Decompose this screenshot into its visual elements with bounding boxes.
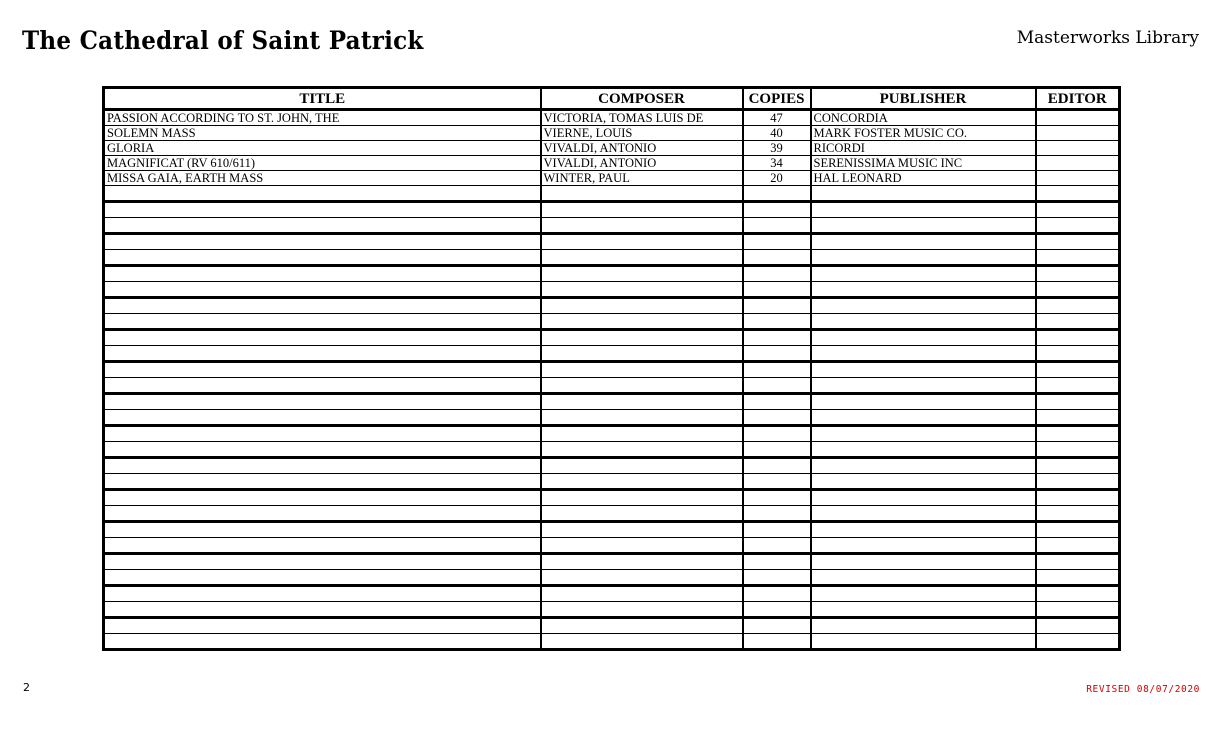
empty-cell-editor: [1036, 202, 1120, 218]
cell-composer: VICTORIA, TOMAS LUIS DE: [541, 110, 743, 126]
empty-cell-composer: [541, 618, 743, 634]
empty-cell-composer: [541, 218, 743, 234]
empty-cell-title: [104, 266, 541, 282]
empty-cell-composer: [541, 186, 743, 202]
empty-cell-editor: [1036, 250, 1120, 266]
cell-composer: WINTER, PAUL: [541, 171, 743, 186]
empty-cell-publisher: [811, 426, 1036, 442]
cell-publisher: HAL LEONARD: [811, 171, 1036, 186]
empty-cell-editor: [1036, 554, 1120, 570]
empty-cell-composer: [541, 458, 743, 474]
empty-cell-composer: [541, 442, 743, 458]
cell-editor: [1036, 171, 1120, 186]
empty-cell-publisher: [811, 218, 1036, 234]
empty-cell-composer: [541, 346, 743, 362]
empty-cell-publisher: [811, 394, 1036, 410]
empty-cell-publisher: [811, 458, 1036, 474]
empty-cell-composer: [541, 266, 743, 282]
empty-cell-title: [104, 298, 541, 314]
empty-cell-composer: [541, 298, 743, 314]
empty-cell-publisher: [811, 634, 1036, 650]
empty-table-row: [104, 490, 1120, 506]
column-header-title: TITLE: [104, 88, 541, 110]
empty-table-row: [104, 570, 1120, 586]
empty-table-row: [104, 458, 1120, 474]
cell-composer: VIERNE, LOUIS: [541, 126, 743, 141]
empty-cell-copies: [743, 538, 811, 554]
empty-cell-publisher: [811, 554, 1036, 570]
empty-cell-publisher: [811, 618, 1036, 634]
empty-cell-copies: [743, 522, 811, 538]
empty-cell-editor: [1036, 298, 1120, 314]
empty-cell-copies: [743, 570, 811, 586]
empty-cell-title: [104, 282, 541, 298]
empty-cell-publisher: [811, 522, 1036, 538]
empty-cell-editor: [1036, 618, 1120, 634]
empty-cell-editor: [1036, 218, 1120, 234]
empty-table-row: [104, 378, 1120, 394]
empty-cell-editor: [1036, 586, 1120, 602]
empty-cell-composer: [541, 202, 743, 218]
empty-cell-editor: [1036, 266, 1120, 282]
empty-table-row: [104, 234, 1120, 250]
empty-cell-publisher: [811, 314, 1036, 330]
empty-table-row: [104, 314, 1120, 330]
empty-cell-publisher: [811, 234, 1036, 250]
empty-cell-editor: [1036, 490, 1120, 506]
empty-table-row: [104, 362, 1120, 378]
cell-title: PASSION ACCORDING TO ST. JOHN, THE: [104, 110, 541, 126]
empty-table-row: [104, 538, 1120, 554]
empty-cell-copies: [743, 410, 811, 426]
empty-table-row: [104, 298, 1120, 314]
empty-cell-title: [104, 250, 541, 266]
empty-cell-publisher: [811, 506, 1036, 522]
empty-table-row: [104, 394, 1120, 410]
empty-table-row: [104, 250, 1120, 266]
empty-cell-copies: [743, 506, 811, 522]
cell-editor: [1036, 110, 1120, 126]
org-title: The Cathedral of Saint Patrick: [22, 26, 424, 55]
empty-cell-title: [104, 330, 541, 346]
cell-editor: [1036, 156, 1120, 171]
empty-cell-title: [104, 618, 541, 634]
empty-table-row: [104, 426, 1120, 442]
empty-cell-composer: [541, 394, 743, 410]
empty-table-row: [104, 618, 1120, 634]
empty-cell-copies: [743, 362, 811, 378]
empty-cell-composer: [541, 634, 743, 650]
empty-table-row: [104, 218, 1120, 234]
cell-publisher: MARK FOSTER MUSIC CO.: [811, 126, 1036, 141]
empty-cell-editor: [1036, 282, 1120, 298]
empty-cell-editor: [1036, 474, 1120, 490]
column-header-composer: COMPOSER: [541, 88, 743, 110]
empty-cell-publisher: [811, 186, 1036, 202]
empty-cell-composer: [541, 282, 743, 298]
empty-cell-title: [104, 586, 541, 602]
empty-cell-title: [104, 202, 541, 218]
empty-cell-composer: [541, 250, 743, 266]
table-header-row: [104, 88, 1120, 110]
column-header-editor: EDITOR: [1036, 88, 1120, 110]
empty-cell-publisher: [811, 346, 1036, 362]
empty-table-row: [104, 282, 1120, 298]
empty-cell-title: [104, 410, 541, 426]
empty-cell-title: [104, 634, 541, 650]
empty-cell-composer: [541, 522, 743, 538]
cell-publisher: CONCORDIA: [811, 110, 1036, 126]
empty-cell-title: [104, 522, 541, 538]
empty-cell-editor: [1036, 330, 1120, 346]
cell-editor: [1036, 141, 1120, 156]
empty-cell-copies: [743, 586, 811, 602]
cell-copies: 47: [743, 110, 811, 126]
empty-table-row: [104, 202, 1120, 218]
empty-cell-copies: [743, 202, 811, 218]
cell-title: GLORIA: [104, 141, 541, 156]
cell-title: MAGNIFICAT (RV 610/611): [104, 156, 541, 171]
empty-cell-editor: [1036, 346, 1120, 362]
empty-cell-editor: [1036, 186, 1120, 202]
empty-cell-composer: [541, 538, 743, 554]
empty-table-row: [104, 346, 1120, 362]
empty-table-row: [104, 586, 1120, 602]
empty-cell-copies: [743, 394, 811, 410]
column-header-publisher: PUBLISHER: [811, 88, 1036, 110]
empty-cell-composer: [541, 506, 743, 522]
empty-cell-editor: [1036, 602, 1120, 618]
empty-cell-composer: [541, 362, 743, 378]
empty-cell-copies: [743, 490, 811, 506]
library-title: Masterworks Library: [1016, 28, 1199, 48]
empty-cell-editor: [1036, 426, 1120, 442]
empty-cell-editor: [1036, 234, 1120, 250]
empty-cell-publisher: [811, 538, 1036, 554]
empty-cell-composer: [541, 410, 743, 426]
empty-cell-publisher: [811, 474, 1036, 490]
empty-table-row: [104, 330, 1120, 346]
cell-copies: 20: [743, 171, 811, 186]
column-header-copies: COPIES: [743, 88, 811, 110]
empty-cell-copies: [743, 250, 811, 266]
empty-cell-editor: [1036, 634, 1120, 650]
empty-cell-title: [104, 506, 541, 522]
empty-cell-composer: [541, 554, 743, 570]
empty-cell-title: [104, 362, 541, 378]
empty-cell-editor: [1036, 570, 1120, 586]
empty-cell-publisher: [811, 586, 1036, 602]
table-row: [104, 126, 1120, 141]
cell-composer: VIVALDI, ANTONIO: [541, 156, 743, 171]
empty-cell-copies: [743, 346, 811, 362]
cell-editor: [1036, 126, 1120, 141]
empty-cell-publisher: [811, 202, 1036, 218]
empty-cell-publisher: [811, 442, 1036, 458]
empty-table-row: [104, 522, 1120, 538]
table-row: [104, 141, 1120, 156]
empty-cell-title: [104, 346, 541, 362]
table-row: [104, 110, 1120, 126]
empty-cell-editor: [1036, 506, 1120, 522]
empty-table-row: [104, 266, 1120, 282]
empty-table-row: [104, 506, 1120, 522]
empty-table-row: [104, 602, 1120, 618]
empty-cell-title: [104, 314, 541, 330]
empty-cell-title: [104, 458, 541, 474]
empty-cell-copies: [743, 218, 811, 234]
empty-cell-copies: [743, 234, 811, 250]
empty-cell-title: [104, 554, 541, 570]
empty-cell-title: [104, 186, 541, 202]
empty-cell-title: [104, 426, 541, 442]
empty-cell-copies: [743, 378, 811, 394]
empty-cell-copies: [743, 426, 811, 442]
empty-cell-editor: [1036, 362, 1120, 378]
empty-cell-copies: [743, 634, 811, 650]
empty-cell-title: [104, 218, 541, 234]
empty-table-row: [104, 474, 1120, 490]
empty-cell-title: [104, 378, 541, 394]
empty-cell-composer: [541, 570, 743, 586]
empty-cell-publisher: [811, 282, 1036, 298]
empty-cell-editor: [1036, 394, 1120, 410]
empty-cell-editor: [1036, 314, 1120, 330]
empty-cell-composer: [541, 314, 743, 330]
empty-cell-copies: [743, 314, 811, 330]
empty-cell-composer: [541, 330, 743, 346]
empty-cell-editor: [1036, 410, 1120, 426]
empty-cell-title: [104, 602, 541, 618]
empty-cell-title: [104, 394, 541, 410]
empty-cell-composer: [541, 490, 743, 506]
revised-date: REVISED 08/07/2020: [1086, 684, 1200, 695]
empty-cell-publisher: [811, 266, 1036, 282]
empty-table-row: [104, 554, 1120, 570]
empty-cell-composer: [541, 586, 743, 602]
empty-table-row: [104, 442, 1120, 458]
cell-composer: VIVALDI, ANTONIO: [541, 141, 743, 156]
empty-cell-copies: [743, 282, 811, 298]
empty-cell-publisher: [811, 250, 1036, 266]
table-row: [104, 156, 1120, 171]
empty-cell-publisher: [811, 362, 1036, 378]
empty-cell-publisher: [811, 602, 1036, 618]
music-catalog-table: [102, 86, 1121, 651]
empty-cell-publisher: [811, 378, 1036, 394]
empty-cell-composer: [541, 426, 743, 442]
empty-table-row: [104, 186, 1120, 202]
empty-cell-composer: [541, 378, 743, 394]
empty-table-row: [104, 410, 1120, 426]
empty-cell-composer: [541, 602, 743, 618]
empty-cell-publisher: [811, 570, 1036, 586]
empty-cell-copies: [743, 442, 811, 458]
table-row: [104, 171, 1120, 186]
cell-title: MISSA GAIA, EARTH MASS: [104, 171, 541, 186]
cell-publisher: RICORDI: [811, 141, 1036, 156]
empty-cell-title: [104, 442, 541, 458]
cell-copies: 40: [743, 126, 811, 141]
empty-cell-copies: [743, 458, 811, 474]
empty-cell-editor: [1036, 378, 1120, 394]
empty-cell-composer: [541, 234, 743, 250]
empty-cell-copies: [743, 298, 811, 314]
empty-cell-publisher: [811, 490, 1036, 506]
empty-cell-copies: [743, 266, 811, 282]
cell-copies: 34: [743, 156, 811, 171]
empty-cell-copies: [743, 474, 811, 490]
cell-title: SOLEMN MASS: [104, 126, 541, 141]
page-number: 2: [23, 681, 30, 694]
empty-cell-title: [104, 234, 541, 250]
empty-cell-editor: [1036, 442, 1120, 458]
empty-cell-copies: [743, 618, 811, 634]
empty-cell-title: [104, 474, 541, 490]
empty-cell-publisher: [811, 298, 1036, 314]
empty-cell-copies: [743, 186, 811, 202]
empty-cell-title: [104, 490, 541, 506]
empty-table-row: [104, 634, 1120, 650]
empty-cell-copies: [743, 330, 811, 346]
empty-cell-copies: [743, 554, 811, 570]
empty-cell-title: [104, 538, 541, 554]
empty-cell-editor: [1036, 522, 1120, 538]
empty-cell-editor: [1036, 538, 1120, 554]
empty-cell-editor: [1036, 458, 1120, 474]
cell-copies: 39: [743, 141, 811, 156]
empty-cell-composer: [541, 474, 743, 490]
empty-cell-publisher: [811, 330, 1036, 346]
empty-cell-copies: [743, 602, 811, 618]
empty-cell-publisher: [811, 410, 1036, 426]
cell-publisher: SERENISSIMA MUSIC INC: [811, 156, 1036, 171]
empty-cell-title: [104, 570, 541, 586]
